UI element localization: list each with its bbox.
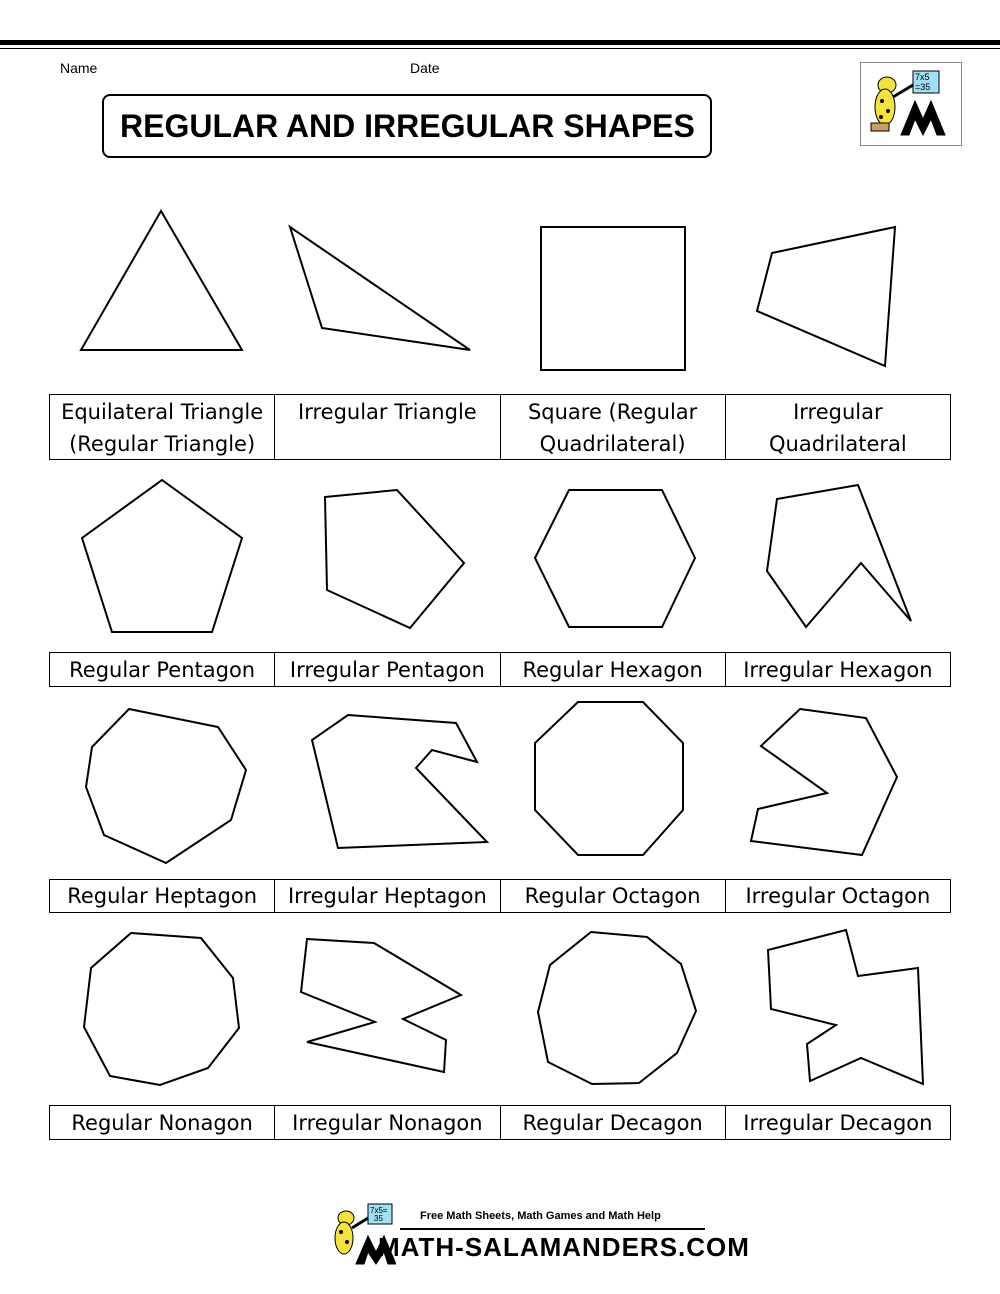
shapes-row-1 [0, 170, 1000, 390]
logo-eq-line2: =35 [915, 82, 931, 92]
shapes-row-2 [0, 470, 1000, 645]
label-cell [501, 653, 726, 686]
shapes-row-3 [0, 695, 1000, 870]
shape-label: Irregular Hexagon [743, 657, 933, 682]
footer-rule [400, 1228, 705, 1230]
shape-label: Irregular Octagon [745, 884, 931, 908]
irregular-pentagon-shape [325, 490, 464, 628]
label-cell [501, 395, 726, 459]
regular-decagon-shape [538, 932, 696, 1084]
label-cell [501, 1106, 726, 1139]
shapes-row-4 [0, 922, 1000, 1097]
date-label: Date [410, 60, 440, 76]
shape-label: Irregular Pentagon [289, 657, 485, 682]
shape-label: (Regular Triangle) [69, 432, 256, 456]
label-cell [275, 1106, 500, 1139]
irregular-decagon-shape [768, 930, 923, 1084]
labels-row-4 [49, 1105, 951, 1140]
shape-label: Regular Octagon [524, 884, 701, 908]
regular-pentagon-shape [82, 480, 242, 632]
logo-eq-line1: 7x5 [915, 72, 930, 82]
label-cell [501, 880, 726, 912]
label-cell [726, 653, 950, 686]
shape-label: Irregular Decagon [743, 1110, 933, 1135]
name-label: Name [60, 60, 98, 76]
page-title: REGULAR AND IRREGULAR SHAPES [120, 107, 695, 144]
label-cell [726, 1106, 950, 1139]
footer-logo-eq-line2: 35 [374, 1214, 383, 1223]
shape-label: Quadrilateral) [539, 432, 686, 456]
shape-label: Irregular [793, 400, 883, 424]
top-rule-thin [0, 48, 1000, 49]
label-cell [726, 880, 950, 912]
salamander-logo-icon [861, 63, 961, 145]
label-cell [50, 880, 275, 912]
shape-label: Irregular Nonagon [292, 1110, 483, 1135]
label-cell [275, 395, 500, 459]
shape-label: Regular Decagon [522, 1110, 703, 1135]
shape-label: Square (Regular [527, 400, 698, 424]
regular-octagon-shape [535, 702, 683, 855]
irregular-octagon-shape [751, 709, 897, 855]
title-box [102, 94, 712, 158]
shape-label: Regular Pentagon [69, 657, 256, 682]
label-cell [50, 395, 275, 459]
label-cell [275, 880, 500, 912]
labels-row-3 [49, 879, 951, 913]
salamander-logo [860, 62, 962, 146]
footer-logo-eq-line1: 7x5= [370, 1206, 388, 1215]
regular-hexagon-shape [535, 490, 695, 627]
irregular-nonagon-shape [301, 939, 461, 1072]
equilateral-triangle-shape [81, 211, 242, 350]
shape-label: Irregular Heptagon [287, 884, 487, 908]
square-shape [541, 227, 685, 370]
label-cell [275, 653, 500, 686]
shape-label: Regular Nonagon [71, 1110, 253, 1135]
regular-nonagon-shape [84, 933, 239, 1085]
label-cell [50, 1106, 275, 1139]
irregular-hexagon-shape [767, 485, 911, 627]
labels-row-2 [49, 652, 951, 687]
shape-label: Quadrilateral [769, 432, 907, 456]
irregular-heptagon-shape [312, 715, 487, 848]
label-cell [50, 653, 275, 686]
top-rule-thick [0, 40, 1000, 45]
footer-tagline: Free Math Sheets, Math Games and Math Help [420, 1210, 661, 1222]
shape-label: Regular Heptagon [67, 884, 258, 908]
footer-brand[interactable]: MATH-SALAMANDERS.COM [378, 1232, 750, 1262]
shape-label: Irregular Triangle [298, 400, 477, 424]
labels-row-1 [49, 394, 951, 460]
shape-label: Equilateral Triangle [61, 400, 264, 424]
irregular-quadrilateral-shape [757, 227, 895, 366]
irregular-triangle-shape [290, 227, 470, 350]
regular-heptagon-shape [86, 709, 246, 863]
shape-label: Regular Hexagon [522, 657, 703, 682]
label-cell [726, 395, 950, 459]
